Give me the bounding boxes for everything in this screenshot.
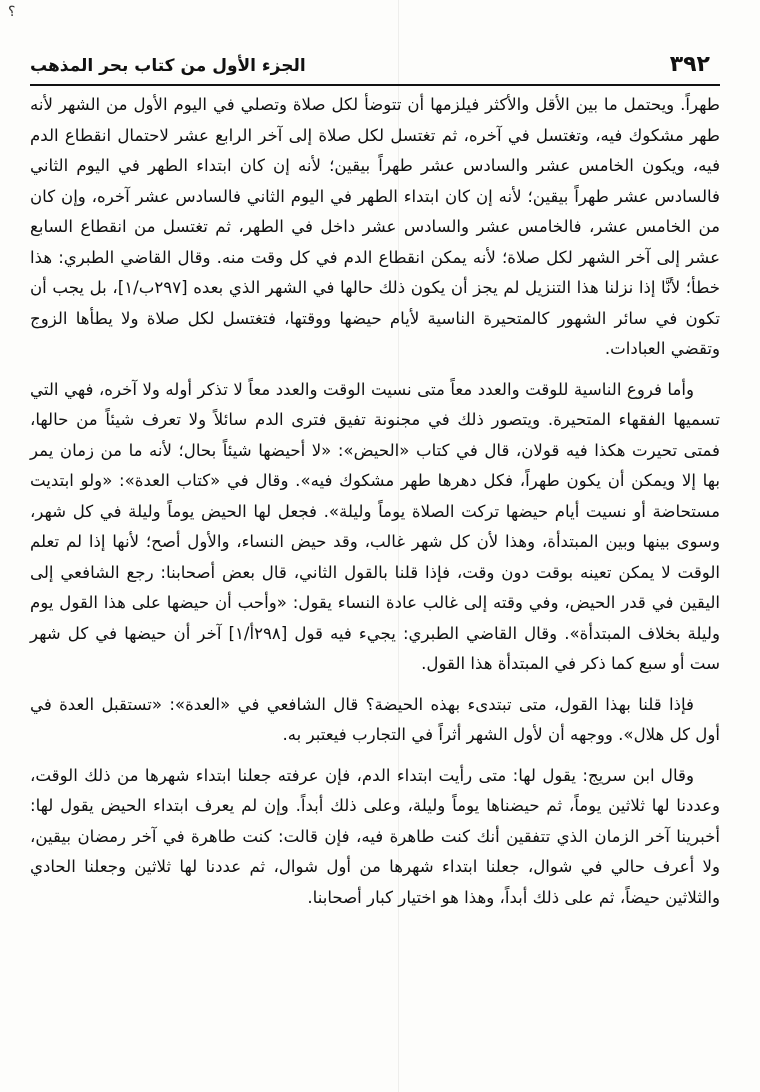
paragraph: طهراً. ويحتمل ما بين الأقل والأكثر فيلزمها أن تتوضأ لكل صلاة وتصلي في اليوم الأول من الشهر لأنه طهر مشكوك فيه، وتغتسل في آخره، ثم تغتسل لكل صلاة إلى آخر الرابع عشر لاحتمال انقطاع الدم فيه، ويكون الخامس عشر والسادس عشر طهراً بيقين؛ لأنه إن كان ابتداء الطهر في اليوم الثاني فالسادس عشر طهراً بيقين؛ لأنه إن كان ابتداء الطهر في اليوم الثاني فالسادس عشر آخره، وإن كان من الخامس عشر، فالخامس عشر والسادس عشر داخل في الطهر، ثم تغتسل من انقطاع السابع عشر إلى آخر الشهر لكل صلاة؛ لأنه يمكن انقطاع الدم في كل وقت منه. وقال القاضي الطبري: هذا خطأ؛ لأنَّا إذا نزلنا هذا التنزيل لم يجز أن يكون ذلك حالها في الشهر الذي بعده [٢٩٧ب/١]، بل يجب أن تكون في سائر الشهور كالمتحيرة الناسية لأيام حيضها ووقتها، فتغتسل لكل صلاة ولا يطأها الزوج وتقضي العبادات. (30, 95, 720, 358)
main-text (30, 90, 720, 923)
paragraph: فإذا قلنا بهذا القول، متى تبتدىء بهذه الحيضة؟ قال الشافعي في «العدة»: «تستقبل العدة في أول كل هلال». ووجهه أن لأول الشهر أثراً في التجارب فيعتبر به. (30, 694, 720, 744)
page-header (30, 50, 720, 86)
corner-mark: ؟ (8, 4, 16, 20)
running-title: الجزء الأول من كتاب بحر المذهب (30, 56, 306, 76)
page-number: ٣٩٢ (669, 52, 710, 77)
paragraph: وقال ابن سريج: يقول لها: متى رأيت ابتداء الدم، فإن عرفته جعلنا ابتداء شهرها من ذلك الوقت، وعددنا لها ثلاثين يوماً، ثم حيضناها يوماً وليلة، وعلى ذلك أبداً. وإن لم يعرف ابتداء الحيض يقول لها: أخبرينا آخر الزمان الذي تتفقين أنك كنت طاهرة فيه، فإن قالت: كنت طاهرة في آخر رمضان بيقين، ولا أعرف حالي في شوال، جعلنا ابتداء شهرها من أول شوال، ثم عددنا لها ثلاثين وجعلنا الحادي والثلاثين حيضاً، ثم على ذلك أبداً، وهذا هو اختيار كبار أصحابنا. (30, 765, 720, 907)
paragraph: وأما فروع الناسية للوقت والعدد معاً متى نسيت الوقت والعدد معاً لا تذكر أوله ولا آخره، فهي التي تسميها الفقهاء المتحيرة. ويتصور ذلك في مجنونة تفيق فترى الدم سائلاً ولا تعرف شيئاً من حالها، فمتى تحيرت هكذا فيه قولان، قال في كتاب «الحيض»: «لا أحيضها شيئاً بحال؛ لأنه ما من زمان يمر بها إلا ويمكن أن يكون طهراً، فكل دهرها طهر مشكوك فيه». وقال في «كتاب العدة»: «ولو ابتديت مستحاضة أو نسيت أيام حيضها تركت الصلاة يوماً وليلة». فجعل لها الحيض يوماً وليلة في كل شهر، وسوى بينها وبين المبتدأة، وهذا لأن كل شهر غالب، وقد حيض النساء، والأول أصح؛ لأنها إذا لم تعلم الوقت لا يمكن تعينه بوقت دون وقت، فإذا قلنا بالقول الثاني، قال بعض أصحابنا: رجع الشافعي إلى اليقين في قدر الحيض، وفي وقته إلى غالب عادة النساء يقول: «وأحب أن حيضها على هذا القول يوم وليلة بخلاف المبتدأة». وقال القاضي الطبري: يجيء فيه قول [٢٩٨أ/١] آخر أن حيضها في كل شهر ست أو سبع كما ذكر في المبتدأة هذا القول. (30, 379, 720, 673)
